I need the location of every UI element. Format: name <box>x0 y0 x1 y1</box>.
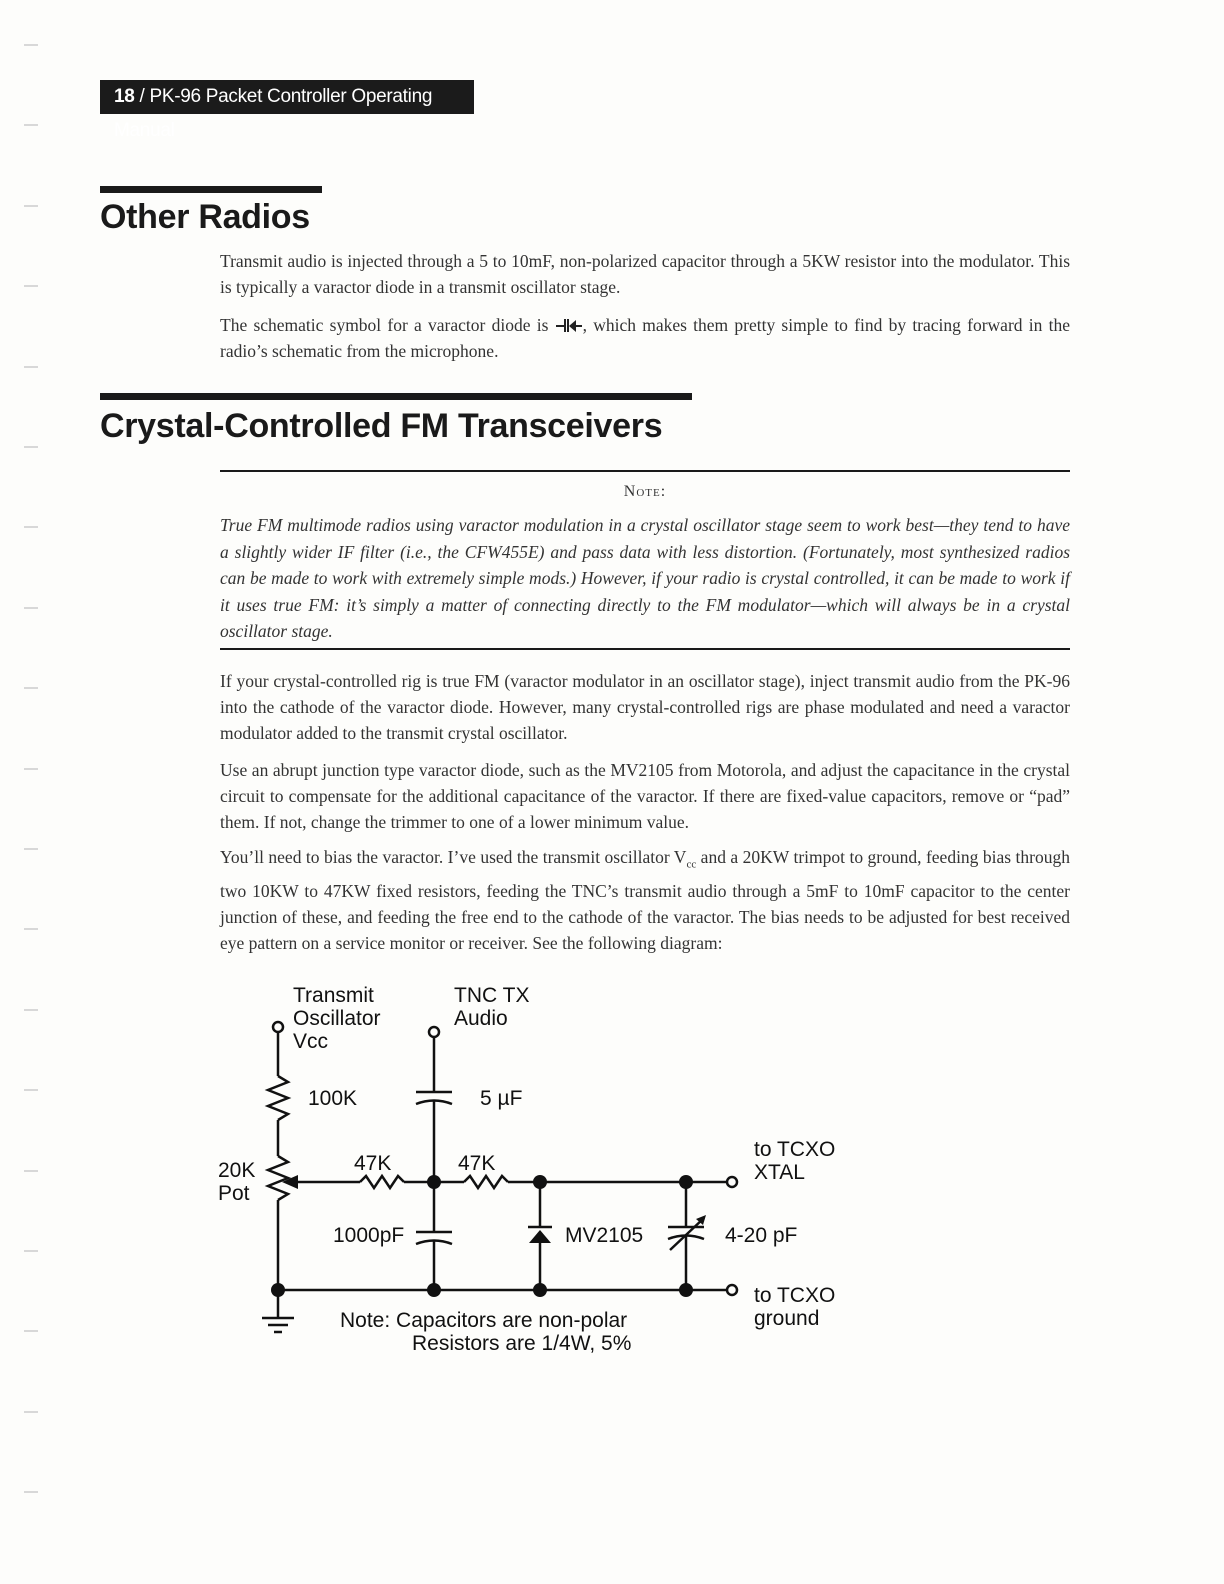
resistor-47k-a <box>360 1176 404 1188</box>
label-pot-2: Pot <box>218 1182 250 1205</box>
resistor-47k-b <box>464 1176 508 1188</box>
label-5uf: 5 µF <box>480 1087 523 1110</box>
paragraph-other-radios-1: Transmit audio is injected through a 5 to 10mF, non-polarized capacitor through a 5KW resistor into the modulator. This is typically a varactor diode in a transmit oscillator stage. <box>220 251 1070 297</box>
label-1000pf: 1000pF <box>333 1224 405 1247</box>
label-tnc-line2: Audio <box>454 1007 508 1030</box>
junction-dot <box>533 1175 547 1189</box>
junction-dot <box>427 1283 441 1297</box>
label-100k: 100K <box>308 1087 358 1110</box>
label-47k-a: 47K <box>354 1152 392 1175</box>
label-gnd-2: ground <box>754 1307 820 1330</box>
heading-other-radios: Other Radios <box>100 198 310 236</box>
schematic-note-1: Note: Capacitors are non-polar <box>340 1309 628 1332</box>
note-body: True FM multimode radios using varactor modulation in a crystal oscillator stage seem to work best—they tend to have a slightly wider IF filter (i.e., the CFW455E) and pass data with less distortion. (Fortunately, most synthesized radios can be made to work with extremely simple mods.) However, if your radio is crystal controlled, it can be made to work if it uses true FM: it’s simply a matter of connecting directly to the FM modulator—which will always be in a crystal oscillator stage. <box>220 515 1070 641</box>
paragraph-3-subscript: cc <box>686 858 697 871</box>
label-xtal-2: XTAL <box>754 1161 805 1184</box>
manual-title: / PK-96 Packet Controller Operating Manual <box>114 86 433 141</box>
varactor-diode-icon <box>529 1230 551 1243</box>
paragraph-crystal-2: Use an abrupt junction type varactor diode, such as the MV2105 from Motorola, and adjust the capacitance in the crystal circuit to compensate for the additional capacitance of the varactor. If there are fixed-value capacitors, remove or “pad” them. If not, change the trimmer to one of a lower minimum value. <box>220 760 1070 832</box>
paragraph-3-text-a: You’ll need to bias the varactor. I’ve used the transmit oscillator V <box>220 847 687 867</box>
page-number: 18 <box>114 86 135 107</box>
pot-20k <box>268 1156 288 1200</box>
label-trimmer: 4-20 pF <box>725 1224 798 1247</box>
junction-dot <box>679 1283 693 1297</box>
junction-dot <box>427 1175 441 1189</box>
junction-dot <box>679 1175 693 1189</box>
heading-crystal-controlled: Crystal-Controlled FM Transceivers <box>100 407 663 445</box>
label-osc-line1: Transmit <box>293 984 374 1007</box>
label-gnd-1: to TCXO <box>754 1284 836 1307</box>
label-xtal-1: to TCXO <box>754 1138 836 1161</box>
junction-dot <box>271 1283 285 1297</box>
schematic-note-2: Resistors are 1/4W, 5% <box>412 1332 632 1355</box>
resistor-100k <box>268 1076 288 1120</box>
tnc-audio-terminal <box>429 1027 439 1037</box>
junction-dot <box>533 1283 547 1297</box>
label-mv2105: MV2105 <box>565 1224 644 1247</box>
label-47k-b: 47K <box>458 1152 496 1175</box>
osc-vcc-terminal <box>273 1022 283 1032</box>
note-title: Note: <box>623 483 667 500</box>
label-osc-line2: Oscillator <box>293 1007 381 1030</box>
paragraph-3-text-b: and a 20KW trimpot to ground, feeding bias through two 10KW to 47KW fixed resistors, feeding the TNC’s transmit audio through a 5mF to 10mF capacitor to the center junction of these, and feeding the free end to the cathode of the varactor. The bias needs to be adjusted for best received eye pattern on a service monitor or receiver. See the following diagram: <box>220 847 1070 953</box>
ground-terminal <box>727 1285 737 1295</box>
paragraph-text-after-symbol: , which makes them pretty simple to find by tracing forward in the radio’s schematic from the microphone. <box>220 315 1070 361</box>
label-tnc-line1: TNC TX <box>454 984 530 1007</box>
label-osc-line3: Vcc <box>293 1030 329 1053</box>
paragraph-crystal-1: If your crystal-controlled rig is true FM (varactor modulator in an oscillator stage), inject transmit audio from the PK-96 into the cathode of the varactor diode. However, many crystal-controlled rigs are phase modulated and need a varactor modulator added to the transmit crystal oscillator. <box>220 671 1070 743</box>
label-pot-1: 20K <box>218 1159 256 1182</box>
paragraph-text-before-symbol: The schematic symbol for a varactor diode is <box>220 315 555 335</box>
xtal-terminal <box>727 1177 737 1187</box>
